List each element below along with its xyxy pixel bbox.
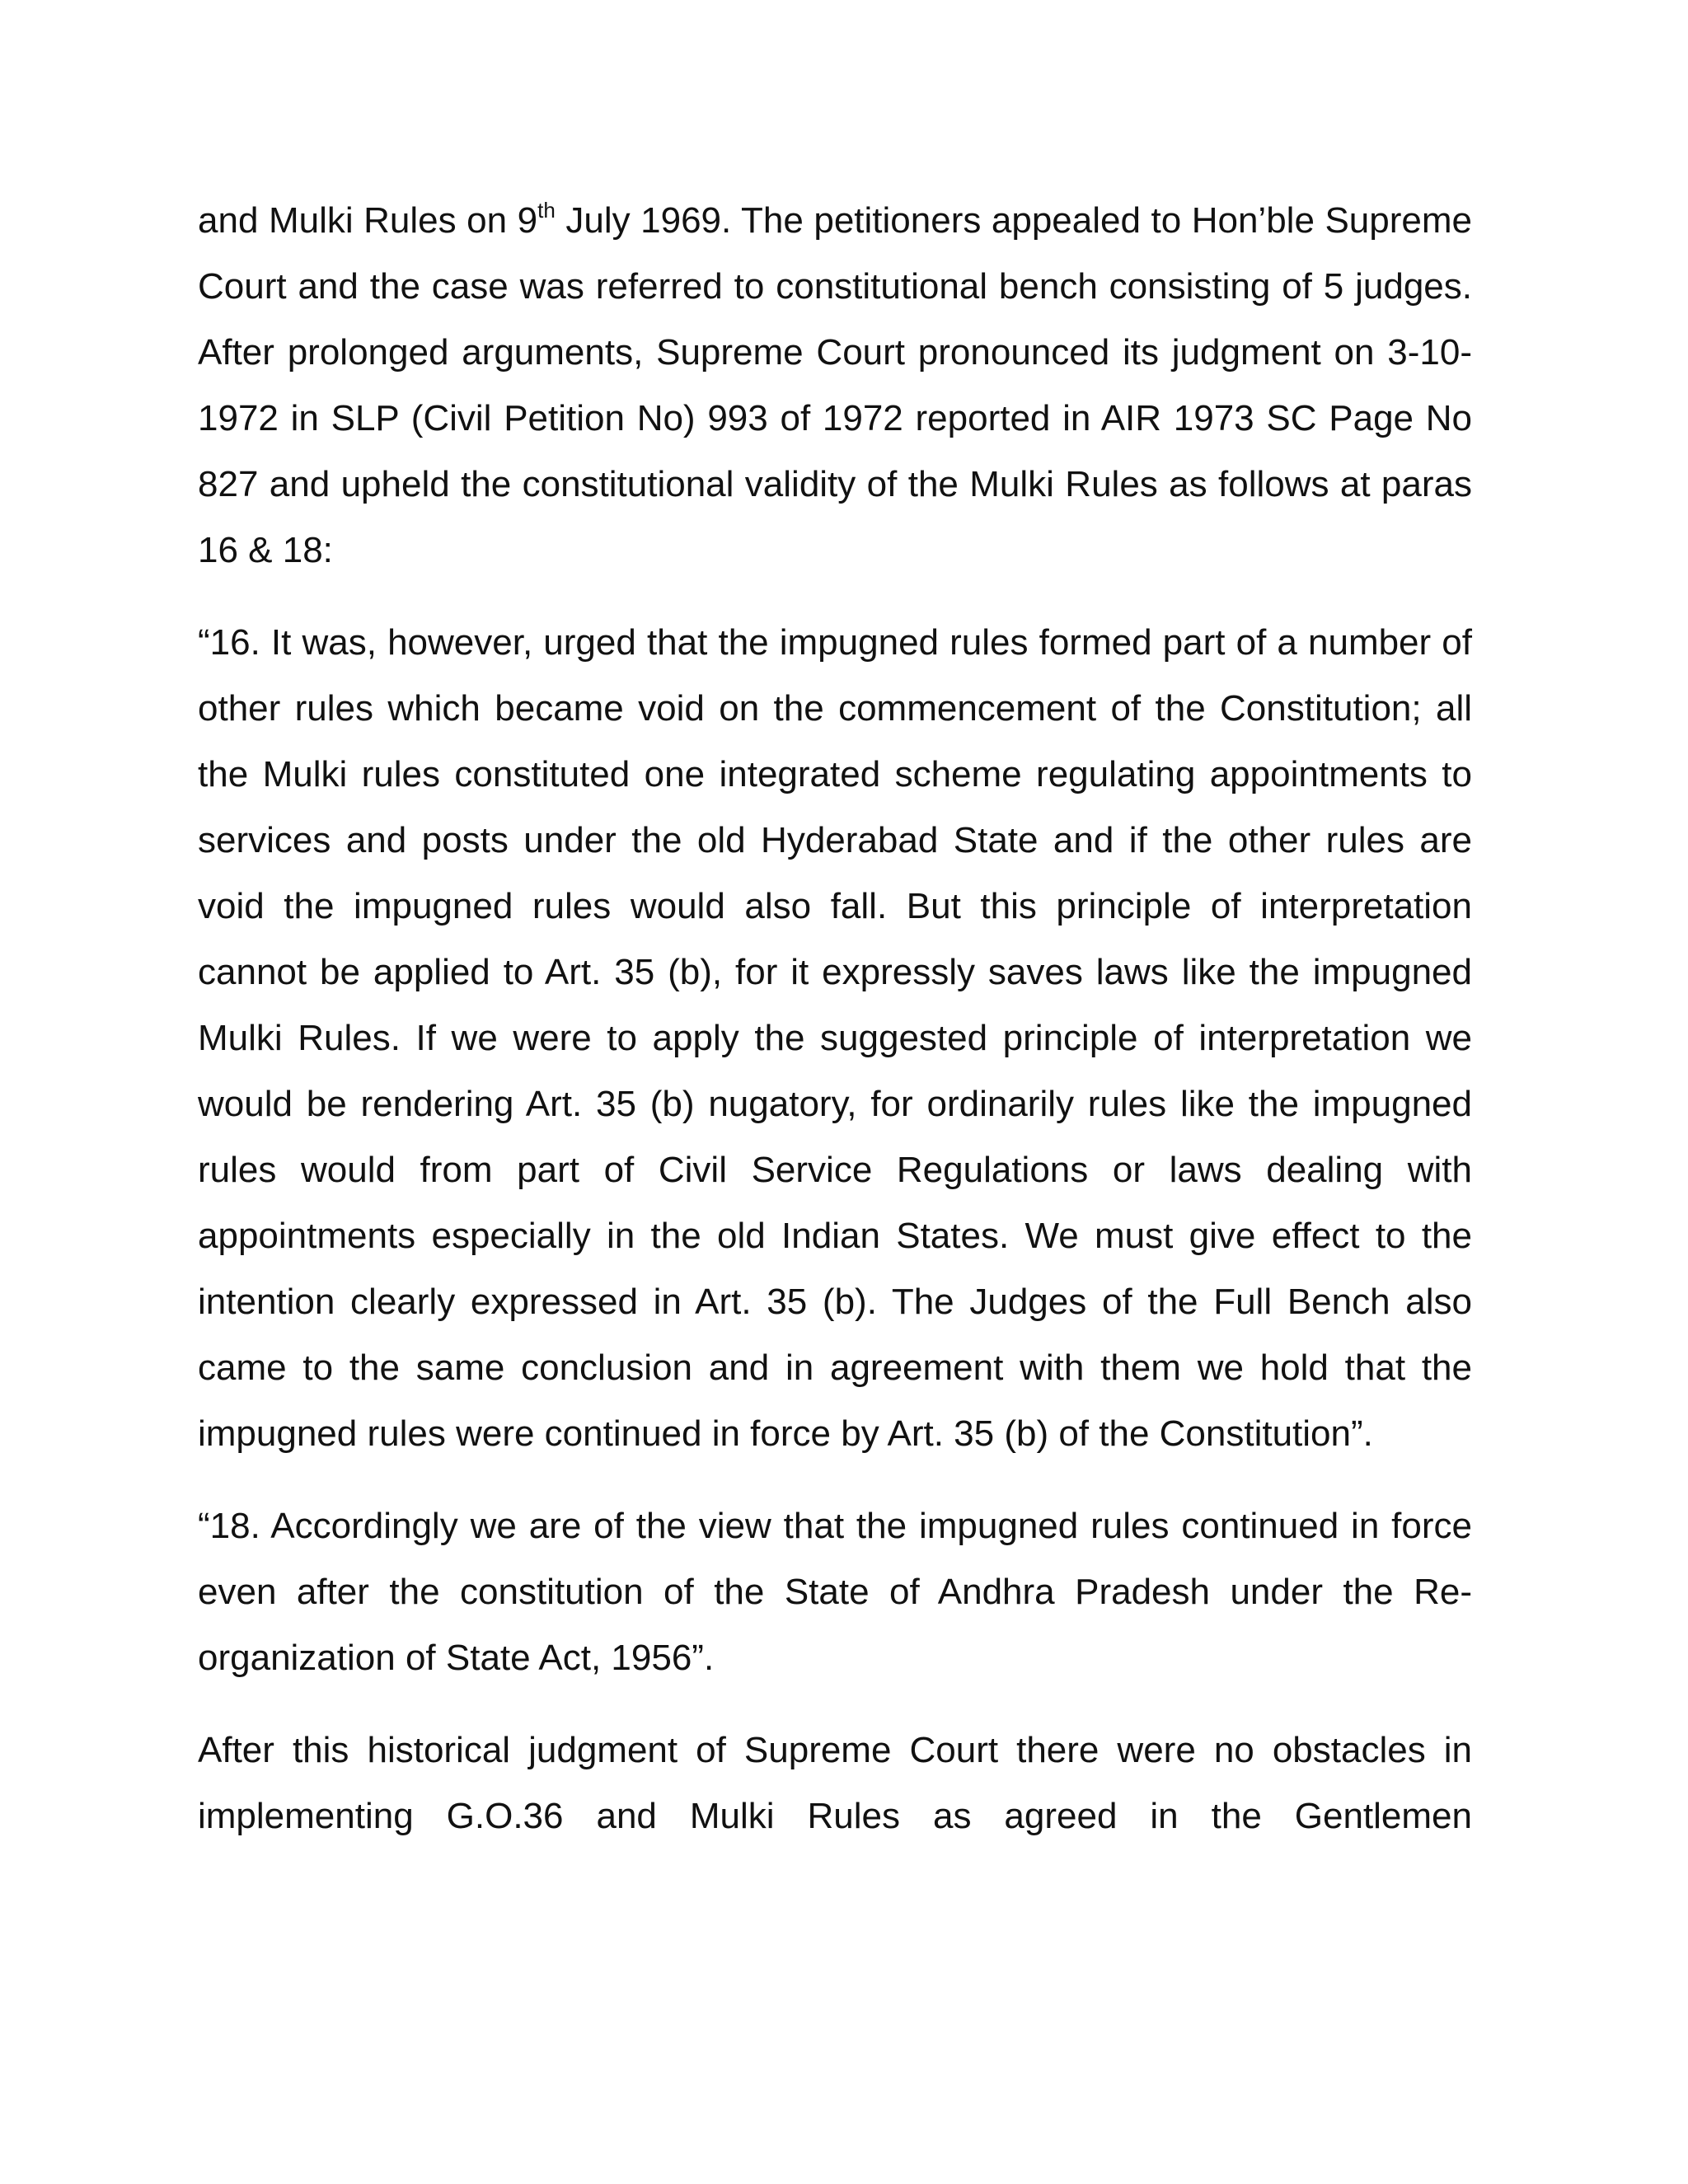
document-page xyxy=(198,188,1472,1876)
quote-para-16: “16. It was, however, urged that the impugned rules formed part of a number of other rules which became void on the commencement of the Constitution; all the Mulki rules constituted one integrated scheme regulating appointments to services and posts under the old Hyderabad State and if the other rules are void the impugned rules would also fall. But this principle of interpretation cannot be applied to Art. 35 (b), for it expressly saves laws like the impugned Mulki Rules. If we were to apply the suggested principle of interpretation we would be rendering Art. 35 (b) nugatory, for ordinarily rules like the impugned rules would from part of Civil Service Regulations or laws dealing with appointments especially in the old Indian States. We must give effect to the intention clearly expressed in Art. 35 (b). The Judges of the Full Bench also came to the same conclusion and in agreement with them we hold that the impugned rules were continued in force by Art. 35 (b) of the Constitution”. xyxy=(198,622,1472,1454)
paragraph-text-rest: July 1969. The petitioners appealed to Hon’ble Supreme Court and the case was referred to constitutional bench consisting of 5 judges. After prolonged arguments, Supreme Court pronounced its judgment on 3-10-1972 in SLP (Civil Petition No) 993 of 1972 reported in AIR 1973 SC Page No 827 and upheld the constitutional validity of the Mulki Rules as follows at paras 16 & 18: xyxy=(198,200,1472,570)
ordinal-superscript: th xyxy=(537,198,556,223)
paragraph-judgment-intro xyxy=(198,188,1472,583)
paragraph-after-judgment: After this historical judgment of Supreme Court there were no obstacles in implementing G.O.36 and Mulki Rules as agreed in the Gentlemen xyxy=(198,1730,1472,1836)
paragraph-text-start: and Mulki Rules on 9 xyxy=(198,200,538,241)
quote-para-18: “18. Accordingly we are of the view that the impugned rules continued in force even after the constitution of the State of Andhra Pradesh under the Re-organization of State Act, 1956”. xyxy=(198,1506,1472,1678)
